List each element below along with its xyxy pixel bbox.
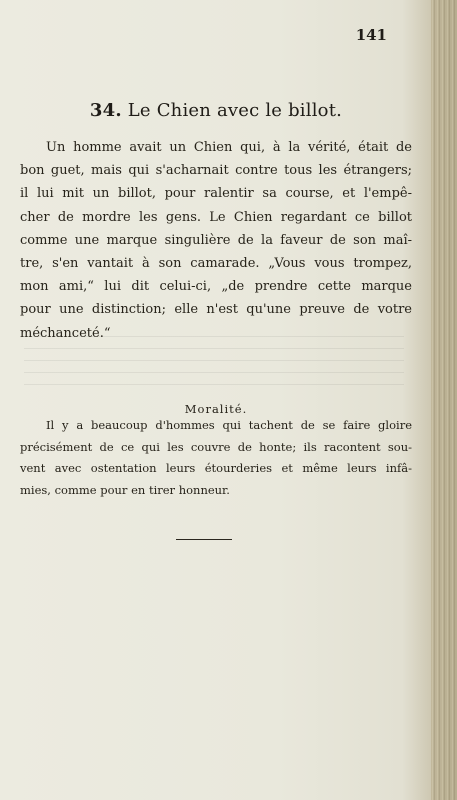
page-edge-stack: [431, 0, 457, 800]
moral-line: mies, comme pour en tirer honneur.: [20, 482, 230, 497]
fable-line: bon guet, mais qui s'acharnait contre tous les étrangers;: [20, 163, 412, 179]
moral-line: précisément de ce qui les couvre de honte; ils racontent sou-: [20, 439, 412, 454]
fable-line: mon ami,“ lui dit celui-ci, „de prendre cette marque: [20, 279, 412, 295]
fable-body: [20, 136, 412, 345]
moral-heading: Moralité.: [184, 402, 248, 416]
page-number: 141: [355, 26, 387, 44]
fable-line: cher de mordre les gens. Le Chien regardant ce billot: [20, 209, 412, 225]
moral-body: [20, 410, 412, 501]
fable-title: [20, 100, 412, 121]
fable-line: méchanceté.“: [20, 325, 111, 341]
moral-line: vent avec ostentation leurs étourderies et même leurs infâ-: [20, 461, 412, 476]
fable-line: Un homme avait un Chien qui, à la vérité, était de: [46, 140, 412, 155]
section-divider: [176, 539, 232, 540]
fable-line: comme une marque singulière de la faveur de son maî-: [20, 232, 412, 248]
fable-title-text: Le Chien avec le billot.: [127, 100, 343, 121]
fable-line: pour une distinction; elle n'est qu'une preuve de votre: [20, 302, 412, 318]
fable-line: il lui mit un billot, pour ralentir sa course, et l'empê-: [20, 186, 412, 202]
fable-number: 34.: [89, 100, 122, 121]
fable-line: tre, s'en vantait à son camarade. „Vous vous trompez,: [20, 255, 412, 271]
moral-line: Il y a beaucoup d'hommes qui tachent de se faire gloire: [46, 418, 412, 432]
